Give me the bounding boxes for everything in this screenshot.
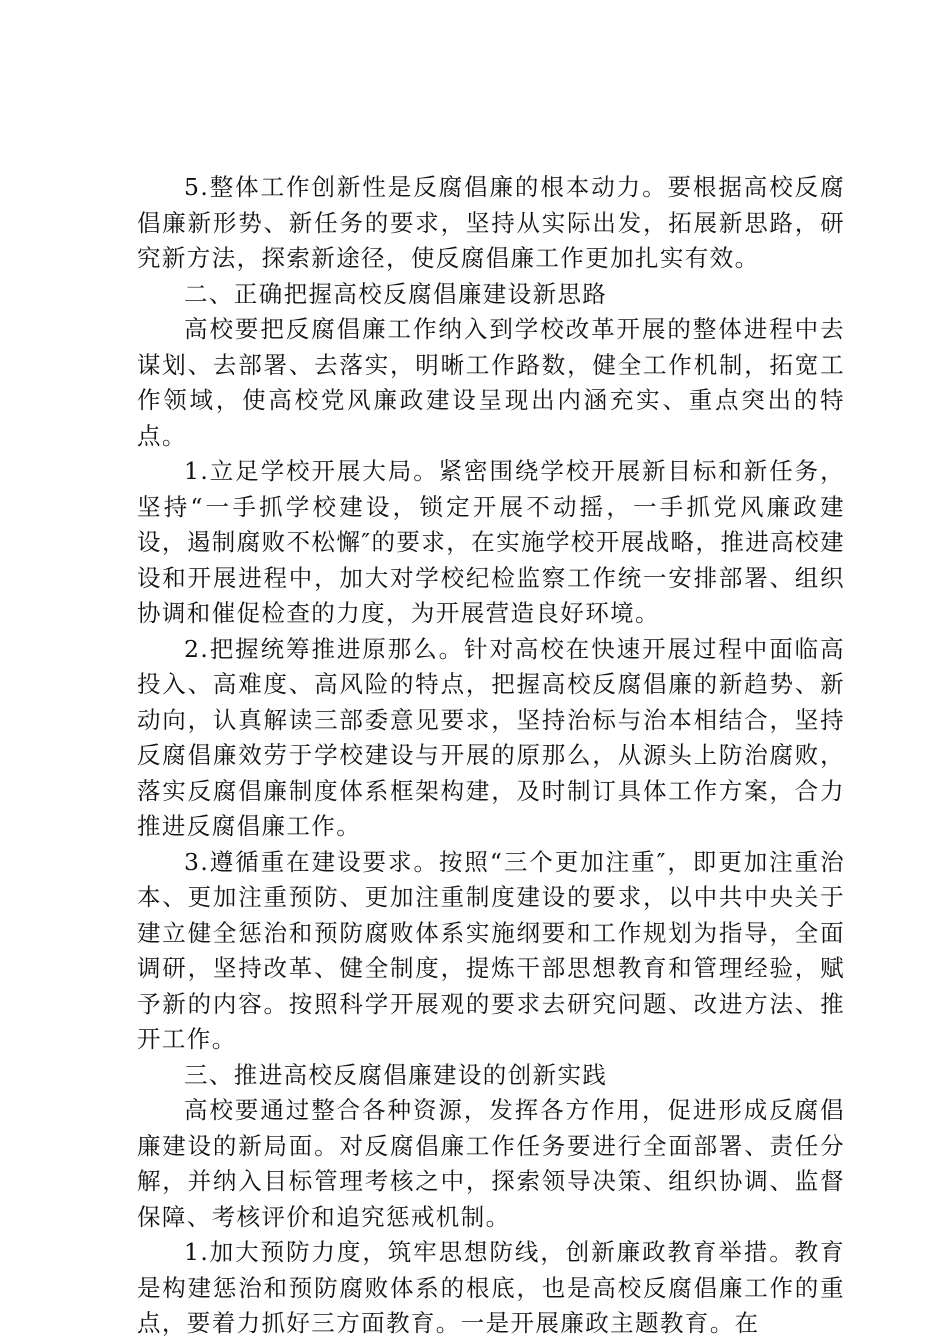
section-heading-2: 二、正确把握高校反腐倡廉建设新思路 bbox=[184, 279, 608, 308]
paragraph-point-3-construction: 3.遵循重在建设要求。按照“三个更加注重″，即更加注重治本、更加注重预防、更加注重制度建设的要求，以中共中央关于建立健全惩治和预防腐败体系实施纲要和工作规划为指导，全面调研，坚持改革、健全制度，提炼干部思想教育和管理经验，赋予新的内容。按照科学开展观的要求去研究问题、改进方法、推开工作。 bbox=[137, 847, 845, 1053]
paragraph-point-2-coordination: 2.把握统筹推进原那么。针对高校在快速开展过程中面临高投入、高难度、高风险的特点，把握高校反腐倡廉的新趋势、新动向，认真解读三部委意见要求，坚持治标与治本相结合，坚持反腐倡廉效劳于学校建设与开展的原那么，从源头上防治腐败，落实反腐倡廉制度体系框架构建，及时制订具体工作方案，合力推进反腐倡廉工作。 bbox=[137, 634, 845, 840]
section-heading-3: 三、推进高校反腐倡廉建设的创新实践 bbox=[184, 1060, 608, 1089]
document-body bbox=[137, 170, 845, 1342]
paragraph-section-3-intro: 高校要通过整合各种资源，发挥各方作用，促进形成反腐倡廉建设的新局面。对反腐倡廉工作任务要进行全面部署、责任分解，并纳入目标管理考核之中，探索领导决策、组织协调、监督保障、考核评价和追究惩戒机制。 bbox=[137, 1096, 845, 1231]
paragraph-point-1-prevention: 1.加大预防力度，筑牢思想防线，创新廉政教育举措。教育是构建惩治和预防腐败体系的根底，也是高校反腐倡廉工作的重点，要着力抓好三方面教育。一是开展廉政主题教育。在 bbox=[137, 1238, 845, 1337]
paragraph-section-2-intro: 高校要把反腐倡廉工作纳入到学校改革开展的整体进程中去谋划、去部署、去落实，明晰工作路数，健全工作机制，拓宽工作领域，使高校党风廉政建设呈现出内涵充实、重点突出的特点。 bbox=[137, 315, 845, 450]
paragraph-point-5-innovation: 5.整体工作创新性是反腐倡廉的根本动力。要根据高校反腐倡廉新形势、新任务的要求，坚持从实际出发，拓展新思路，研究新方法，探索新途径，使反腐倡廉工作更加扎实有效。 bbox=[137, 173, 845, 272]
paragraph-point-1-overall: 1.立足学校开展大局。紧密围绕学校开展新目标和新任务，坚持“一手抓学校建设，锁定开展不动摇，一手抓党风廉政建设，遏制腐败不松懈″的要求，在实施学校开展战略，推进高校建设和开展进程中，加大对学校纪检监察工作统一安排部署、组织协调和催促检查的力度，为开展营造良好环境。 bbox=[137, 457, 845, 627]
